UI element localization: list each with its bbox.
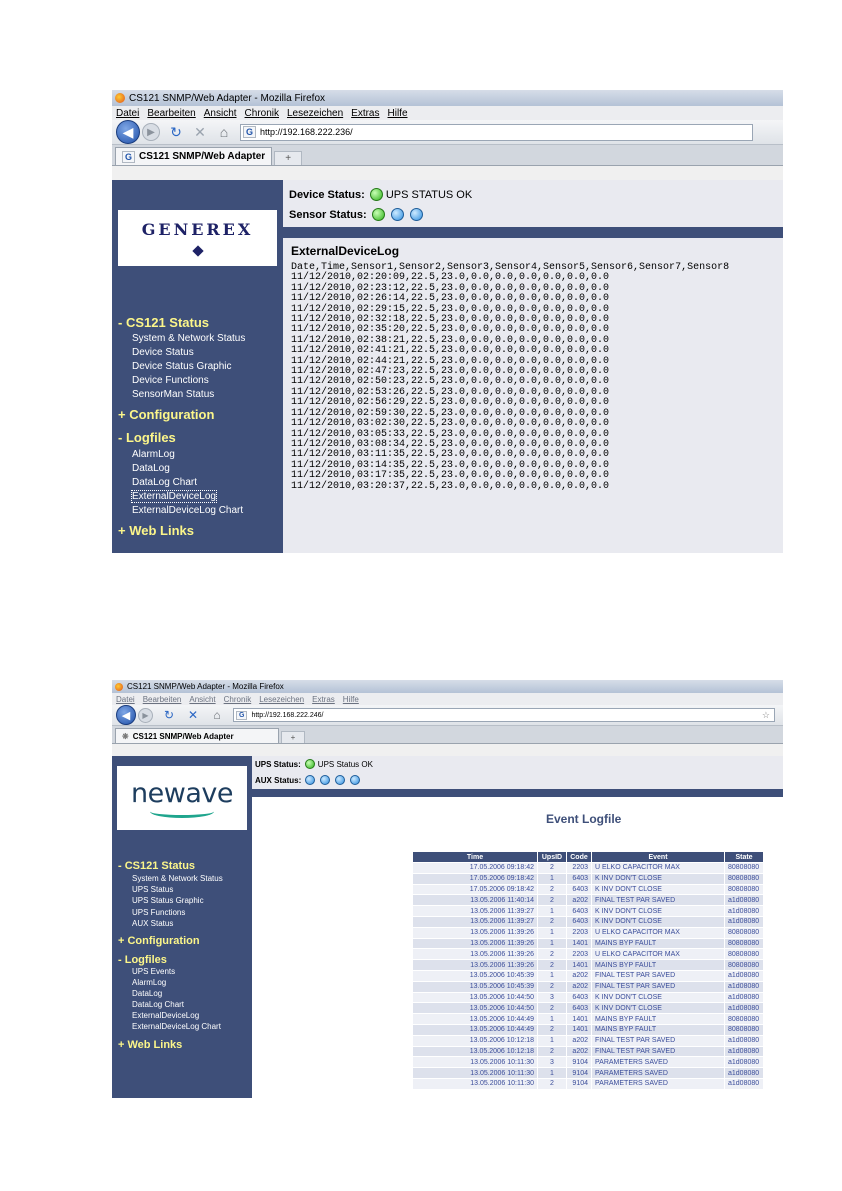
menu-bearbeiten[interactable]: Bearbeiten — [147, 107, 196, 119]
nav-configuration[interactable]: + Configuration — [118, 407, 215, 422]
cell-time: 13.05.2006 10:44:50 — [413, 1003, 538, 1014]
cell-code: 6403 — [567, 916, 592, 927]
cell-state: 80808080 — [725, 938, 764, 949]
aux2-led-icon — [320, 775, 330, 785]
stop-icon[interactable]: ✕ — [187, 708, 199, 722]
table-row — [413, 884, 764, 895]
ups-status-value: UPS Status OK — [317, 759, 373, 769]
web-page — [112, 756, 783, 1098]
table-row — [413, 1078, 764, 1089]
log-line: 11/12/2010,02:50:23,22.5,23.0,0.0,0.0,0.0,0.0,0.0,0.0 — [291, 376, 610, 388]
log-line: 11/12/2010,02:44:21,22.5,23.0,0.0,0.0,0.0,0.0,0.0,0.0 — [291, 355, 610, 367]
logo-generex — [118, 210, 277, 266]
menu-lesezeichen[interactable]: Lesezeichen — [287, 107, 344, 119]
nav-logfiles[interactable]: - Logfiles — [118, 430, 176, 445]
menu-chronik[interactable]: Chronik — [244, 107, 279, 119]
cell-time: 13.05.2006 11:39:26 — [413, 960, 538, 971]
window-title: CS121 SNMP/Web Adapter - Mozilla Firefox — [129, 92, 326, 104]
forward-button[interactable] — [138, 708, 153, 723]
table-row — [413, 992, 764, 1003]
menu-chronik[interactable]: Chronik — [223, 694, 252, 704]
nav-web-links[interactable]: + Web Links — [118, 1039, 183, 1051]
ups-ok-led-icon — [305, 759, 315, 769]
nav-system-network-status[interactable]: System & Network Status — [132, 333, 246, 344]
forward-button[interactable] — [142, 123, 160, 141]
table-row — [413, 1068, 764, 1079]
log-line: 11/12/2010,03:05:33,22.5,23.0,0.0,0.0,0.0,0.0,0.0,0.0 — [291, 428, 610, 440]
address-bar[interactable] — [233, 708, 775, 722]
cell-code: 1401 — [567, 1024, 592, 1035]
main-content — [283, 180, 783, 553]
arrow-left-icon: ◀ — [122, 123, 134, 140]
cell-time: 13.05.2006 11:39:26 — [413, 938, 538, 949]
nav-alarmlog[interactable]: AlarmLog — [132, 978, 167, 987]
cell-upsid: 1 — [538, 906, 567, 917]
cell-upsid: 2 — [538, 1046, 567, 1057]
reload-icon[interactable]: ↻ — [163, 708, 175, 722]
cell-event: K INV DON'T CLOSE — [592, 992, 725, 1003]
reload-icon[interactable]: ↻ — [170, 123, 182, 140]
cell-state: 80808080 — [725, 927, 764, 938]
cell-state: 80808080 — [725, 949, 764, 960]
cell-state: 80808080 — [725, 873, 764, 884]
log-header-line: Date,Time,Sensor1,Sensor2,Sensor3,Sensor4,Sensor5,Sensor6,Sensor7,Sensor8 — [291, 262, 730, 273]
cell-upsid: 2 — [538, 895, 567, 906]
table-row — [413, 1003, 764, 1014]
stop-icon[interactable]: ✕ — [194, 123, 206, 140]
site-favicon-icon: G — [236, 711, 247, 720]
log-line: 11/12/2010,02:41:21,22.5,23.0,0.0,0.0,0.0,0.0,0.0,0.0 — [291, 345, 610, 357]
cell-upsid: 1 — [538, 970, 567, 981]
back-button[interactable] — [116, 705, 136, 725]
cell-code: 1401 — [567, 938, 592, 949]
cell-upsid: 3 — [538, 992, 567, 1003]
cell-upsid: 2 — [538, 1003, 567, 1014]
cell-code: 1401 — [567, 960, 592, 971]
col-event: Event — [592, 852, 725, 863]
sensor-status-row — [289, 208, 426, 221]
logo-newave — [117, 766, 247, 830]
table-row — [413, 1057, 764, 1068]
main-content — [252, 756, 783, 1098]
cell-time: 13.05.2006 10:12:18 — [413, 1046, 538, 1057]
table-row — [413, 863, 764, 874]
cell-event: U ELKO CAPACITOR MAX — [592, 927, 725, 938]
page-title: Event Logfile — [546, 812, 622, 826]
cell-state: a1d08080 — [725, 1003, 764, 1014]
table-row — [413, 916, 764, 927]
nav-cs121-status[interactable]: - CS121 Status — [118, 860, 196, 872]
navigation-toolbar — [112, 120, 783, 145]
table-header-row — [413, 852, 764, 863]
cell-code: 6403 — [567, 992, 592, 1003]
cell-time: 13.05.2006 11:39:26 — [413, 927, 538, 938]
window-titlebar — [112, 680, 783, 693]
tab-label: CS121 SNMP/Web Adapter — [139, 151, 266, 162]
cell-code: 9104 — [567, 1078, 592, 1089]
sidebar — [112, 180, 283, 553]
cell-upsid: 1 — [538, 927, 567, 938]
cell-state: 80808080 — [725, 863, 764, 874]
nav-system-network-status[interactable]: System & Network Status — [132, 874, 223, 883]
log-line: 11/12/2010,03:02:30,22.5,23.0,0.0,0.0,0.0,0.0,0.0,0.0 — [291, 418, 610, 430]
window-titlebar — [112, 90, 783, 106]
cell-upsid: 2 — [538, 863, 567, 874]
ups-status-row — [255, 759, 373, 769]
log-line: 11/12/2010,03:20:37,22.5,23.0,0.0,0.0,0.0,0.0,0.0,0.0 — [291, 480, 610, 492]
cell-time: 13.05.2006 10:45:39 — [413, 981, 538, 992]
tab-cs121[interactable] — [115, 147, 272, 165]
cell-state: a1d08080 — [725, 1057, 764, 1068]
nav-datalog-chart[interactable]: DataLog Chart — [132, 1000, 185, 1009]
menu-bar — [112, 693, 783, 705]
nav-web-links[interactable]: + Web Links — [118, 523, 194, 538]
cell-event: MAINS BYP FAULT — [592, 1014, 725, 1025]
cell-code: 6403 — [567, 884, 592, 895]
ups-status-label: UPS Status: — [255, 759, 301, 769]
aux3-led-icon — [335, 775, 345, 785]
sensor-status-label: Sensor Status: — [289, 208, 367, 221]
cell-event: K INV DON'T CLOSE — [592, 884, 725, 895]
nav-ups-status[interactable]: UPS Status — [132, 885, 174, 894]
cell-code: 2203 — [567, 927, 592, 938]
cell-event: FINAL TEST PAR SAVED — [592, 895, 725, 906]
log-line: 11/12/2010,02:32:18,22.5,23.0,0.0,0.0,0.0,0.0,0.0,0.0 — [291, 314, 610, 326]
log-line: 11/12/2010,02:38:21,22.5,23.0,0.0,0.0,0.0,0.0,0.0,0.0 — [291, 334, 610, 346]
firefox-icon — [115, 683, 123, 691]
cell-event: FINAL TEST PAR SAVED — [592, 970, 725, 981]
nav-cs121-status[interactable]: - CS121 Status — [118, 315, 210, 330]
url-text: http://192.168.222.236/ — [260, 127, 353, 137]
cell-upsid: 2 — [538, 916, 567, 927]
cell-event: K INV DON'T CLOSE — [592, 916, 725, 927]
cell-event: PARAMETERS SAVED — [592, 1057, 725, 1068]
nav-ups-status-graphic[interactable]: UPS Status Graphic — [132, 896, 204, 905]
cell-state: a1d08080 — [725, 916, 764, 927]
loading-icon: ❋ — [122, 731, 129, 741]
cell-state: a1d08080 — [725, 1035, 764, 1046]
cell-event: K INV DON'T CLOSE — [592, 906, 725, 917]
menu-extras[interactable]: Extras — [351, 107, 380, 119]
arrow-right-icon: ▶ — [142, 710, 149, 720]
web-page — [112, 180, 783, 553]
cell-code: 1401 — [567, 1014, 592, 1025]
cell-state: 80808080 — [725, 960, 764, 971]
cell-upsid: 1 — [538, 938, 567, 949]
cell-code: 6403 — [567, 1003, 592, 1014]
cell-time: 17.05.2006 09:18:42 — [413, 863, 538, 874]
cell-upsid: 2 — [538, 884, 567, 895]
tab-cs121[interactable] — [115, 728, 279, 743]
cell-upsid: 1 — [538, 873, 567, 884]
cell-upsid: 1 — [538, 1068, 567, 1079]
cell-time: 13.05.2006 11:40:14 — [413, 895, 538, 906]
cell-upsid: 2 — [538, 1078, 567, 1089]
cell-event: U ELKO CAPACITOR MAX — [592, 949, 725, 960]
log-line: 11/12/2010,02:56:29,22.5,23.0,0.0,0.0,0.0,0.0,0.0,0.0 — [291, 397, 610, 409]
log-line: 11/12/2010,02:20:09,22.5,23.0,0.0,0.0,0.0,0.0,0.0,0.0 — [291, 272, 610, 284]
sensor2-led-icon — [391, 208, 404, 221]
col-code: Code — [567, 852, 592, 863]
table-row — [413, 949, 764, 960]
cell-state: 80808080 — [725, 1024, 764, 1035]
table-row — [413, 906, 764, 917]
nav-configuration[interactable]: + Configuration — [118, 935, 200, 947]
log-line: 11/12/2010,02:47:23,22.5,23.0,0.0,0.0,0.0,0.0,0.0,0.0 — [291, 366, 610, 378]
arrow-left-icon: ◀ — [121, 709, 131, 722]
cell-time: 13.05.2006 10:44:50 — [413, 992, 538, 1003]
home-icon[interactable]: ⌂ — [219, 124, 229, 140]
external-device-log — [291, 263, 729, 492]
menu-bearbeiten[interactable]: Bearbeiten — [142, 694, 182, 704]
cell-code: a202 — [567, 1035, 592, 1046]
status-ok-led-icon — [370, 188, 383, 201]
log-line: 11/12/2010,02:23:12,22.5,23.0,0.0,0.0,0.0,0.0,0.0,0.0 — [291, 282, 610, 294]
cell-event: K INV DON'T CLOSE — [592, 873, 725, 884]
menu-ansicht[interactable]: Ansicht — [189, 694, 216, 704]
cell-upsid: 1 — [538, 1035, 567, 1046]
site-favicon-icon: G — [243, 126, 256, 138]
cell-state: a1d08080 — [725, 1078, 764, 1089]
log-line: 11/12/2010,03:14:35,22.5,23.0,0.0,0.0,0.0,0.0,0.0,0.0 — [291, 459, 610, 471]
cell-time: 13.05.2006 10:11:30 — [413, 1057, 538, 1068]
cell-state: a1d08080 — [725, 1068, 764, 1079]
menu-extras[interactable]: Extras — [312, 694, 335, 704]
event-log-table — [412, 851, 764, 1090]
cell-state: a1d08080 — [725, 895, 764, 906]
cell-code: a202 — [567, 895, 592, 906]
table-row — [413, 970, 764, 981]
cell-code: 6403 — [567, 873, 592, 884]
nav-device-status-graphic[interactable]: Device Status Graphic — [132, 361, 232, 372]
new-tab-button[interactable]: + — [274, 151, 302, 165]
cell-time: 13.05.2006 10:44:49 — [413, 1014, 538, 1025]
cell-time: 13.05.2006 11:39:26 — [413, 949, 538, 960]
cell-state: a1d08080 — [725, 992, 764, 1003]
menu-hilfe[interactable]: Hilfe — [342, 694, 359, 704]
logo-text: GENEREX — [141, 220, 254, 239]
col-state: State — [725, 852, 764, 863]
table-row — [413, 1024, 764, 1035]
menu-lesezeichen[interactable]: Lesezeichen — [259, 694, 305, 704]
nav-device-status[interactable]: Device Status — [132, 347, 194, 358]
cell-upsid: 2 — [538, 1024, 567, 1035]
cell-time: 13.05.2006 10:11:30 — [413, 1068, 538, 1079]
nav-alarmlog[interactable]: AlarmLog — [132, 449, 175, 460]
cell-upsid: 3 — [538, 1057, 567, 1068]
cell-time: 17.05.2006 09:18:42 — [413, 884, 538, 895]
cell-event: MAINS BYP FAULT — [592, 938, 725, 949]
nav-datalog[interactable]: DataLog — [132, 989, 163, 998]
nav-ups-events[interactable]: UPS Events — [132, 967, 176, 976]
aux4-led-icon — [350, 775, 360, 785]
log-line: 11/12/2010,03:08:34,22.5,23.0,0.0,0.0,0.0,0.0,0.0,0.0 — [291, 438, 610, 450]
sensor1-led-icon — [372, 208, 385, 221]
cell-event: PARAMETERS SAVED — [592, 1078, 725, 1089]
cell-state: a1d08080 — [725, 1046, 764, 1057]
header-separator — [252, 789, 783, 797]
cell-event: K INV DON'T CLOSE — [592, 1003, 725, 1014]
logo-text: newave — [131, 778, 233, 809]
log-line: 11/12/2010,02:26:14,22.5,23.0,0.0,0.0,0.0,0.0,0.0,0.0 — [291, 293, 610, 305]
nav-logfiles[interactable]: - Logfiles — [118, 954, 167, 966]
nav-aux-status[interactable]: AUX Status — [132, 919, 174, 928]
device-status-label: Device Status: — [289, 188, 365, 201]
device-status-value: UPS STATUS OK — [385, 188, 473, 201]
cell-code: a202 — [567, 970, 592, 981]
cell-state: 80808080 — [725, 884, 764, 895]
tab-strip — [112, 145, 783, 166]
cell-state: a1d08080 — [725, 970, 764, 981]
address-bar[interactable] — [240, 124, 753, 141]
tab-label: CS121 SNMP/Web Adapter — [132, 731, 234, 741]
header-separator — [283, 227, 783, 238]
cell-event: FINAL TEST PAR SAVED — [592, 1035, 725, 1046]
home-icon[interactable]: ⌂ — [213, 708, 221, 722]
nav-externaldevicelog-chart[interactable]: ExternalDeviceLog Chart — [132, 1022, 221, 1031]
col-time: Time — [413, 852, 538, 863]
table-row — [413, 981, 764, 992]
cell-time: 13.05.2006 10:45:39 — [413, 970, 538, 981]
bookmark-star-icon[interactable]: ☆ — [761, 709, 770, 720]
nav-externaldevicelog[interactable]: ExternalDeviceLog — [132, 1011, 200, 1020]
sensor3-led-icon — [410, 208, 423, 221]
cell-upsid: 2 — [538, 949, 567, 960]
cell-event: U ELKO CAPACITOR MAX — [592, 863, 725, 874]
sidebar — [112, 756, 252, 1098]
table-row — [413, 895, 764, 906]
cell-time: 13.05.2006 10:11:30 — [413, 1078, 538, 1089]
cell-code: a202 — [567, 981, 592, 992]
back-button[interactable] — [116, 120, 140, 144]
cell-upsid: 2 — [538, 981, 567, 992]
col-upsid: UpsID — [538, 852, 567, 863]
tab-favicon-icon: G — [122, 151, 135, 163]
cell-upsid: 2 — [538, 960, 567, 971]
cell-code: 2203 — [567, 949, 592, 960]
cell-code: 6403 — [567, 906, 592, 917]
menu-ansicht[interactable]: Ansicht — [203, 107, 237, 119]
nav-datalog[interactable]: DataLog — [132, 463, 170, 474]
menu-datei[interactable]: Datei — [116, 694, 135, 704]
log-line: 11/12/2010,02:59:30,22.5,23.0,0.0,0.0,0.0,0.0,0.0,0.0 — [291, 407, 610, 419]
firefox-icon — [115, 93, 125, 103]
log-line: 11/12/2010,02:35:20,22.5,23.0,0.0,0.0,0.0,0.0,0.0,0.0 — [291, 324, 610, 336]
navigation-toolbar — [112, 705, 783, 726]
menu-datei[interactable]: Datei — [116, 107, 140, 119]
table-row — [413, 1046, 764, 1057]
cell-event: FINAL TEST PAR SAVED — [592, 1046, 725, 1057]
log-line: 11/12/2010,02:53:26,22.5,23.0,0.0,0.0,0.0,0.0,0.0,0.0 — [291, 386, 610, 398]
cell-event: MAINS BYP FAULT — [592, 1024, 725, 1035]
table-row — [413, 938, 764, 949]
cell-time: 13.05.2006 10:44:49 — [413, 1024, 538, 1035]
nav-externaldevicelog-chart[interactable]: ExternalDeviceLog Chart — [132, 505, 244, 516]
menu-bar — [112, 106, 783, 120]
log-line: 11/12/2010,02:29:15,22.5,23.0,0.0,0.0,0.0,0.0,0.0,0.0 — [291, 303, 610, 315]
cell-event: FINAL TEST PAR SAVED — [592, 981, 725, 992]
log-line: 11/12/2010,03:17:35,22.5,23.0,0.0,0.0,0.0,0.0,0.0,0.0 — [291, 470, 610, 482]
cell-code: a202 — [567, 1046, 592, 1057]
aux-status-row — [255, 775, 363, 785]
cell-time: 13.05.2006 11:39:27 — [413, 916, 538, 927]
screenshot-newave — [112, 680, 783, 1098]
table-row — [413, 927, 764, 938]
menu-hilfe[interactable]: Hilfe — [387, 107, 408, 119]
aux-status-label: AUX Status: — [255, 775, 302, 785]
table-row — [413, 1014, 764, 1025]
cell-event: PARAMETERS SAVED — [592, 1068, 725, 1079]
cell-event: MAINS BYP FAULT — [592, 960, 725, 971]
cell-code: 2203 — [567, 863, 592, 874]
device-status-row — [289, 188, 472, 201]
arrow-right-icon: ▶ — [147, 126, 155, 138]
aux1-led-icon — [305, 775, 315, 785]
nav-device-functions[interactable]: Device Functions — [132, 375, 209, 386]
cell-state: a1d08080 — [725, 981, 764, 992]
nav-sensorman-status[interactable]: SensorMan Status — [132, 389, 215, 400]
nav-ups-functions[interactable]: UPS Functions — [132, 908, 186, 917]
table-row — [413, 873, 764, 884]
page-title: ExternalDeviceLog — [291, 244, 400, 258]
new-tab-button[interactable]: + — [281, 731, 305, 743]
tab-strip — [112, 726, 783, 744]
log-line: 11/12/2010,03:11:35,22.5,23.0,0.0,0.0,0.0,0.0,0.0,0.0 — [291, 449, 610, 461]
cell-time: 17.05.2006 09:18:42 — [413, 873, 538, 884]
cell-time: 13.05.2006 10:12:18 — [413, 1035, 538, 1046]
logo-diamond-icon — [192, 245, 203, 256]
table-row — [413, 1035, 764, 1046]
url-text: http://192.168.222.246/ — [251, 711, 324, 719]
cell-state: a1d08080 — [725, 906, 764, 917]
cell-code: 9104 — [567, 1068, 592, 1079]
cell-upsid: 1 — [538, 1014, 567, 1025]
cell-time: 13.05.2006 11:39:27 — [413, 906, 538, 917]
nav-datalog-chart[interactable]: DataLog Chart — [132, 477, 198, 488]
nav-externaldevicelog[interactable]: ExternalDeviceLog — [132, 491, 216, 502]
cell-state: 80808080 — [725, 1014, 764, 1025]
cell-code: 9104 — [567, 1057, 592, 1068]
window-title: CS121 SNMP/Web Adapter - Mozilla Firefox — [127, 682, 284, 691]
screenshot-generex — [112, 90, 783, 553]
table-row — [413, 960, 764, 971]
